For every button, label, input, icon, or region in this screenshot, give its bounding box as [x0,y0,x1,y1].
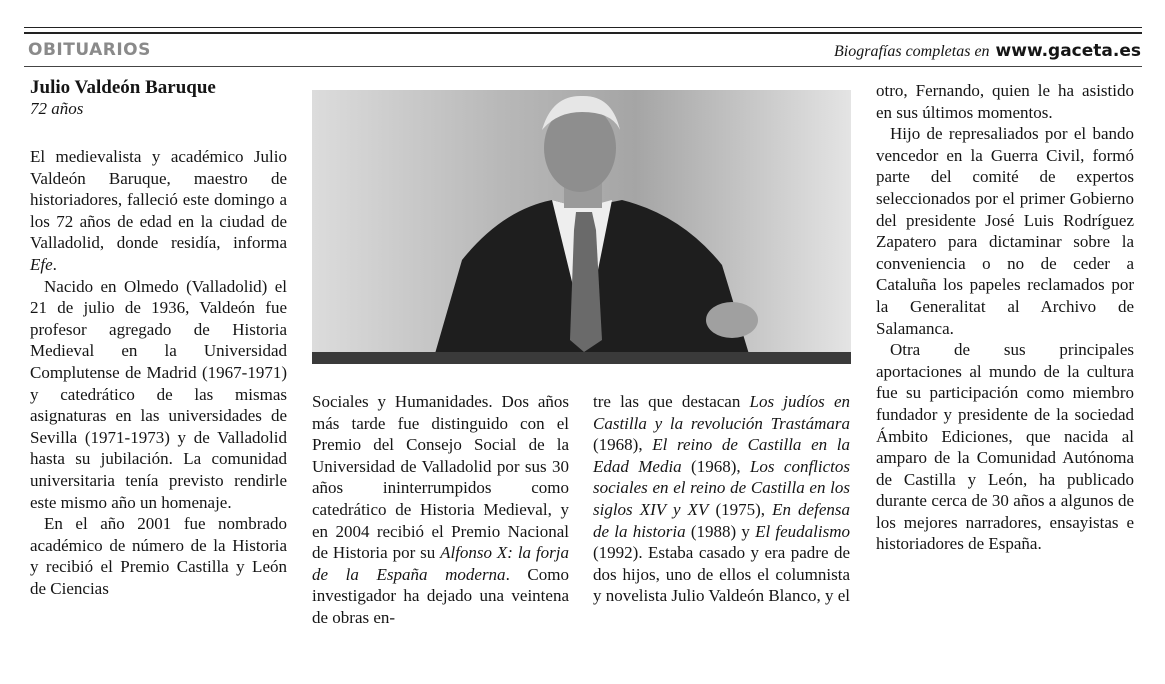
header-rule-thin [24,27,1142,28]
section-rule [24,66,1142,67]
portrait-photo [312,90,851,364]
section-title: OBITUARIOS [28,40,151,60]
paragraph: Hijo de represaliados por el bando vencedor en la Guerra Civil, formó parte del comité de expertos seleccionados por el primer Gobierno del presidente José Luis Rodríguez Zapatero para dictaminar sobre la conveniencia o no de ceder a Cataluña los papeles reclamados por la Generalitat al Archivo de Salamanca. [876,124,1134,338]
paragraph: Nacido en Olmedo (Valladolid) el 21 de julio de 1936, Valdeón fue profesor agregado de Historia Medieval en la Universidad Complutense de Madrid (1967-1971) y catedrático de las mismas asignaturas en las universidades de Sevilla (1971-1973) y de Valladolid hasta su jubilación. La comunidad universitaria tenía previsto rendirle este mismo año un homenaje. [30,276,287,512]
paragraph: otro, Fernando, quien le ha asistido en sus últimos momentos. [876,81,1134,122]
body-column-2 [312,391,569,629]
promo-url-link[interactable]: www.gaceta.es [995,41,1141,61]
body-column-1 [30,146,287,599]
paragraph: Sociales y Humanidades. Dos años más tarde fue distinguido con el Premio del Consejo Social de la Universidad de Valladolid por sus 30 años ininterrumpidos como catedrático de Historia Medieval, y en 2004 recibió el Premio Nacional de Historia por su Alfonso X: la forja de la España moderna. Como investigador ha dejado una veintena de obras en- [312,392,569,627]
paragraph: En el año 2001 fue nombrado académico de número de la Historia y recibió el Premio Castilla y León de Ciencias [30,514,287,598]
body-column-3 [593,391,850,607]
obituary-age: 72 años [30,99,84,118]
promo-line [834,41,1141,61]
obituary-name: Julio Valdeón Baruque [30,77,216,98]
paragraph: Otra de sus principales aportaciones al mundo de la cultura fue su participación como miembro fundador y presidente de la sociedad Ámbito Ediciones, que nacida al amparo de la Comunidad Autónoma de Castilla y León, ha publicado durante cerca de 30 años a algunos de los mejores narradores, ensayistas e historiadores de España. [876,340,1134,554]
paragraph: tre las que destacan Los judíos en Castilla y la revolución Trastámara (1968), El reino de Castilla en la Edad Media (1968), Los conflictos sociales en el reino de Castilla en los siglos XIV y XV (1975), En defensa de la historia (1988) y El feudalismo (1992). Estaba casado y era padre de dos hijos, uno de ellos el columnista y novelista Julio Valdeón Blanco, y el [593,392,851,606]
portrait-icon [312,90,851,364]
header-rule-thick [24,32,1142,34]
body-column-4 [876,80,1134,555]
paragraph: El medievalista y académico Julio Valdeón Baruque, maestro de historiadores, falleció este domingo a los 72 años de edad en la ciudad de Valladolid, donde residía, informa Efe. [30,147,287,274]
promo-lead: Biografías completas en [834,43,990,60]
